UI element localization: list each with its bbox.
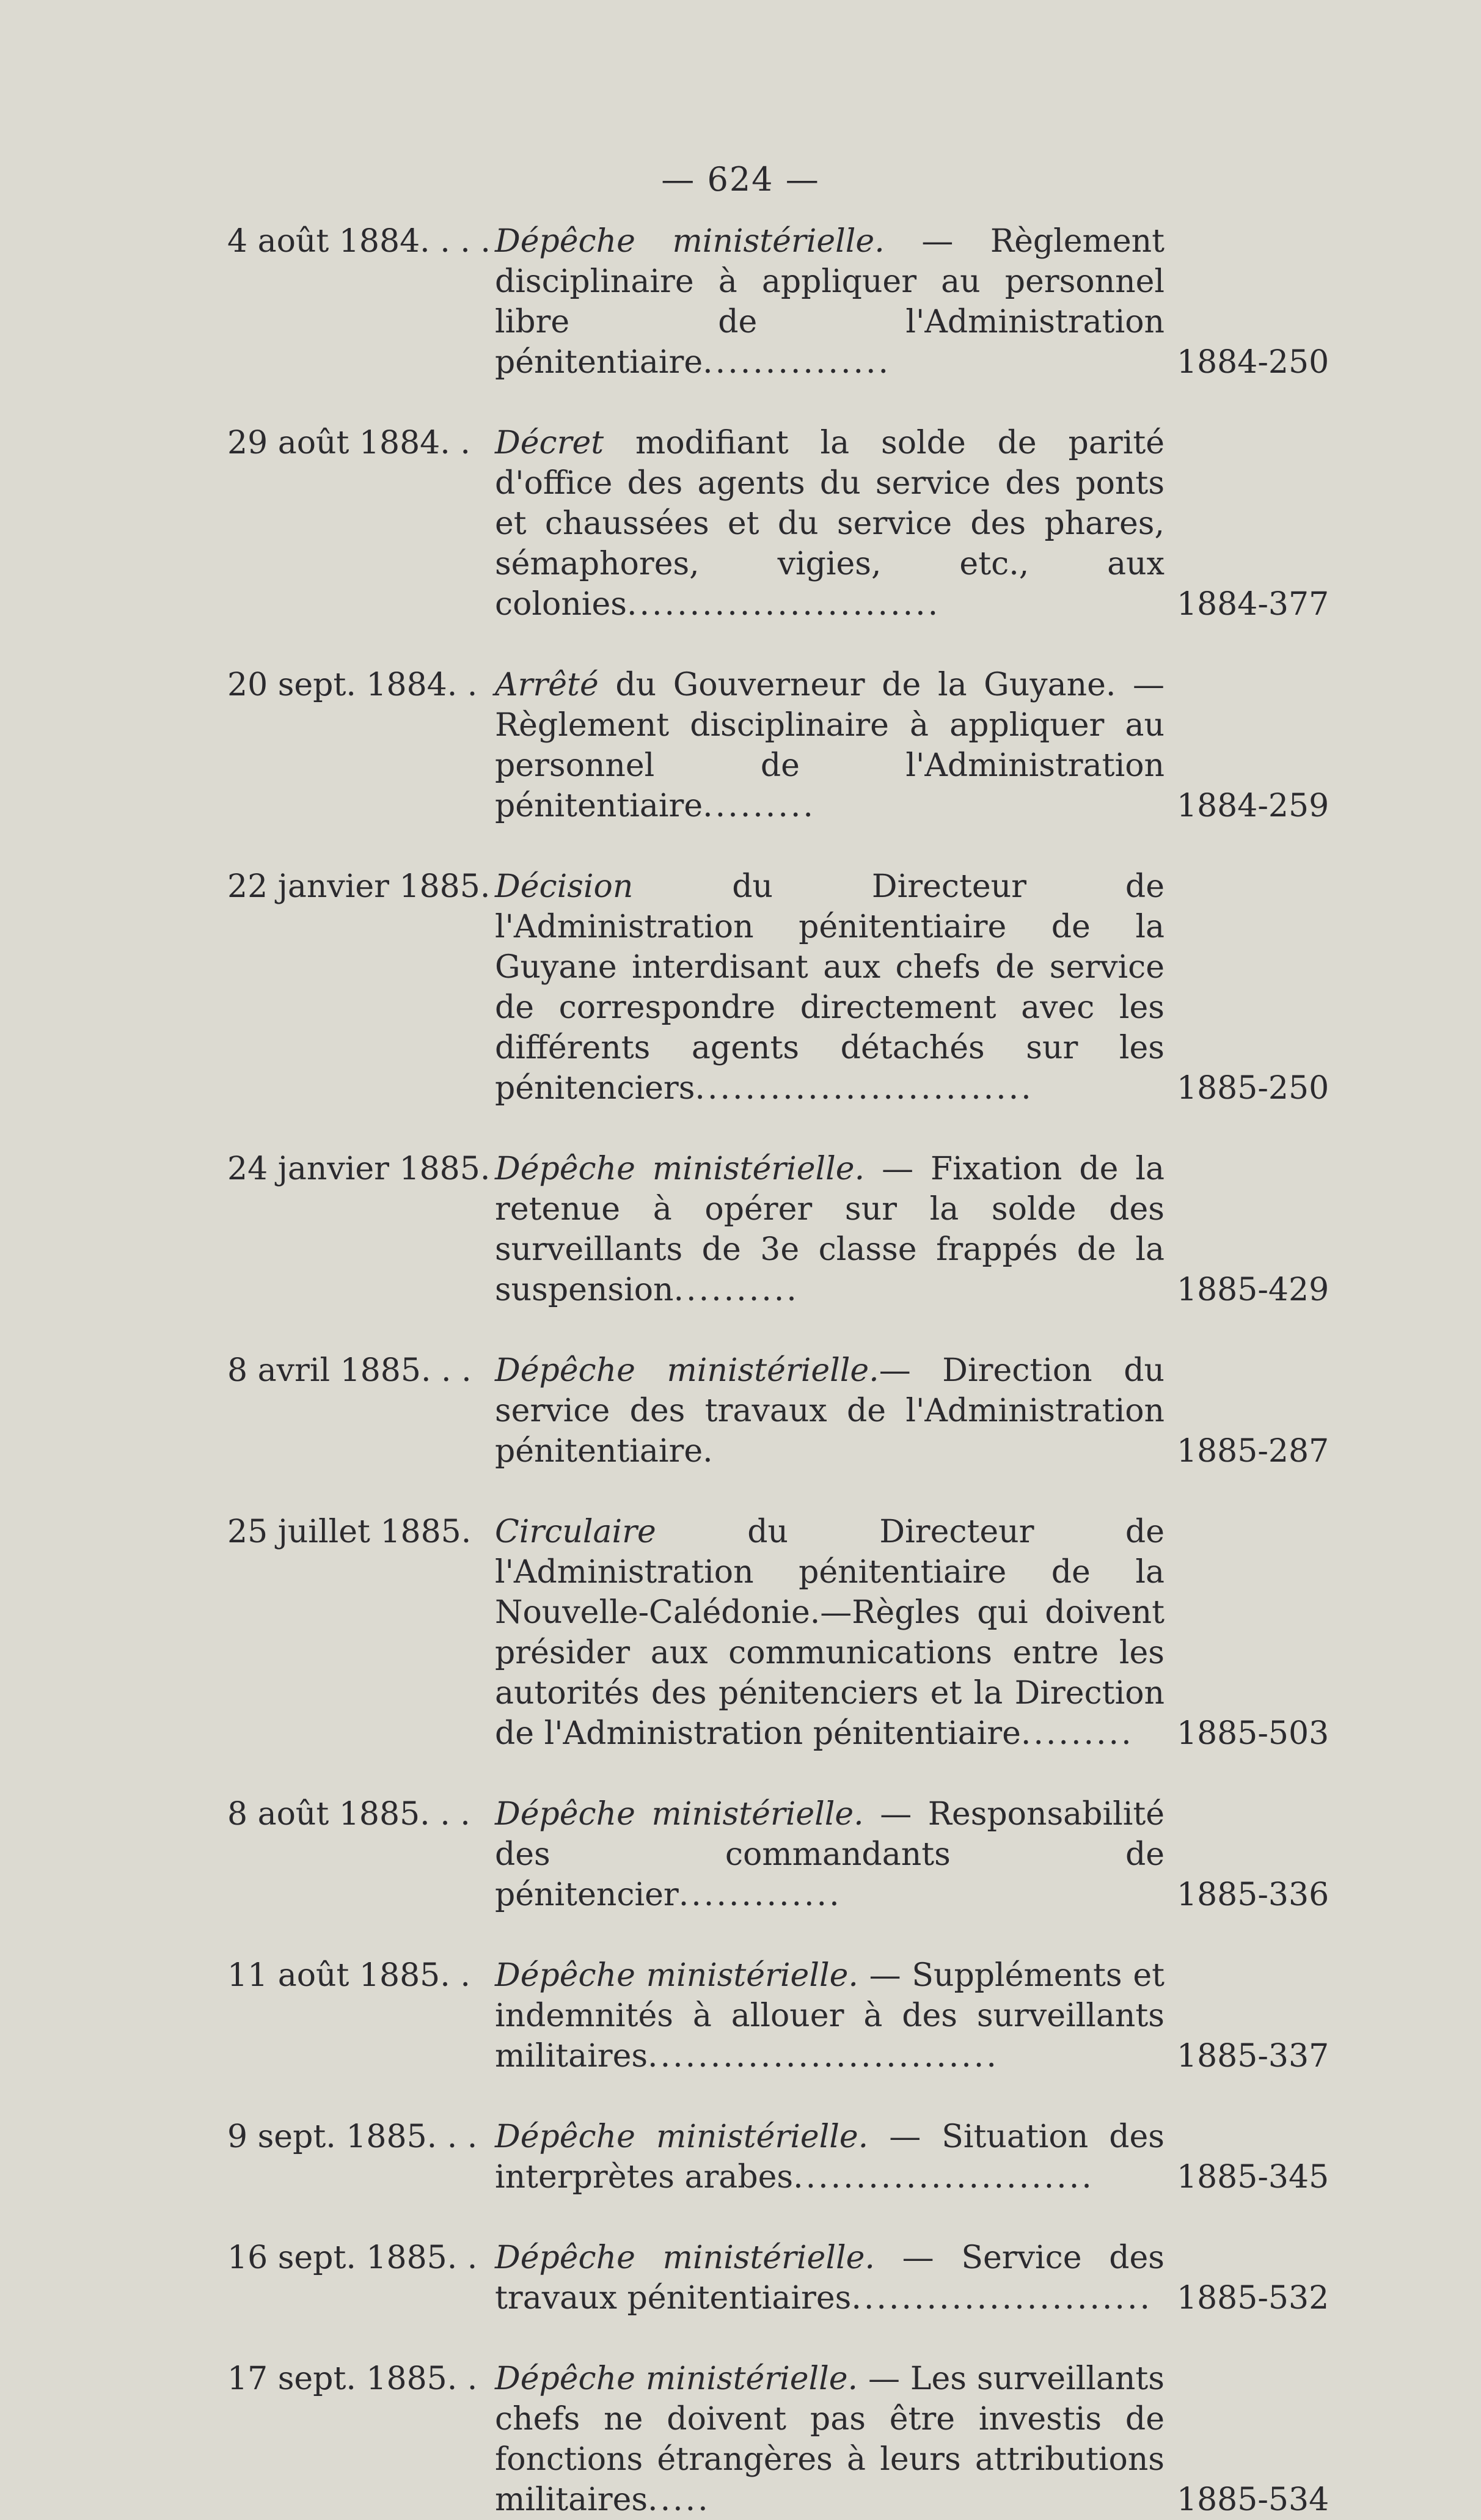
- entry-text: [495, 1149, 1165, 1310]
- entry-date: 8 avril 1885. . .: [227, 1352, 472, 1389]
- entry-date: 4 août 1884. . . .: [227, 223, 491, 260]
- entry-reference: 1884-250: [1177, 344, 1329, 381]
- entry-lead: Dépêche ministérielle.: [495, 1151, 865, 1187]
- leader-dots: ............................: [648, 2038, 999, 2075]
- entry-reference: 1885-429: [1177, 1272, 1329, 1308]
- leader-dots: .........: [703, 788, 816, 824]
- leader-dots: .........: [1020, 1715, 1134, 1752]
- list-item: [227, 1955, 1327, 2076]
- entry-reference: 1885-287: [1177, 1433, 1329, 1470]
- entry-lead: Dépêche ministérielle.: [495, 2119, 869, 2155]
- entry-description: du Gouverneur de la Guyane. — Règlement disciplinaire à appliquer au personnel de l'Administration pénitentiaire: [495, 667, 1165, 824]
- entry-date: 20 sept. 1884. .: [227, 667, 478, 703]
- list-item: [227, 1794, 1327, 1915]
- list-item: [227, 2117, 1327, 2197]
- list-item: [227, 1350, 1327, 1471]
- entry-date: 25 juillet 1885.: [227, 1514, 472, 1550]
- leader-dots: .............: [678, 1877, 842, 1913]
- entry-lead: Dépêche ministérielle.: [495, 223, 885, 260]
- leader-dots: ..........: [673, 1272, 799, 1308]
- page-number: — 624 —: [661, 160, 820, 199]
- list-item: [227, 1512, 1327, 1754]
- list-item: [227, 221, 1327, 383]
- entry-list: [227, 221, 1327, 2520]
- entry-lead: Décision: [495, 868, 634, 905]
- entry-description: modifiant la solde de parité d'office des agents du service des ponts et chaussées et du service des phares, sémaphores, vigies, etc., aux colonies: [495, 425, 1165, 623]
- entry-lead: Dépêche ministérielle.: [495, 2361, 858, 2397]
- entry-date: 22 janvier 1885.: [227, 868, 491, 905]
- entry-lead: Décret: [495, 425, 604, 461]
- entry-reference: 1885-337: [1177, 2038, 1329, 2075]
- entry-reference: 1884-259: [1177, 788, 1329, 824]
- entry-text: [495, 423, 1165, 625]
- entry-lead: Dépêche ministérielle.: [495, 1796, 864, 1833]
- leader-dots: .....: [648, 2482, 711, 2518]
- entry-date: 9 sept. 1885. . .: [227, 2119, 478, 2155]
- entry-date: 29 août 1884. .: [227, 425, 470, 461]
- entry-date: 24 janvier 1885.: [227, 1151, 491, 1187]
- leader-dots: ........................: [851, 2280, 1153, 2317]
- entry-text: [495, 665, 1165, 826]
- entry-date: 16 sept. 1885. .: [227, 2240, 478, 2276]
- list-item: [227, 1149, 1327, 1310]
- entry-reference: 1885-534: [1177, 2482, 1329, 2518]
- leader-dots: ........................: [793, 2159, 1094, 2196]
- list-item: [227, 2238, 1327, 2318]
- entry-description: — Responsabilité des commandants de pénitencier: [495, 1796, 1165, 1913]
- entry-reference: 1884-377: [1177, 586, 1329, 623]
- entry-description: — Fixation de la retenue à opérer sur la solde des surveillants de 3e classe frappés de la suspension: [495, 1151, 1165, 1308]
- entry-text: [495, 1794, 1165, 1915]
- entry-description: du Directeur de l'Administration pénitentiaire de la Nouvelle-Calédonie.—Règles qui doivent présider aux communications entre les autorités des pénitenciers et la Direction de l'Administration pénitentiaire: [495, 1514, 1165, 1752]
- entry-lead: Dépêche ministérielle.: [495, 1957, 858, 1994]
- entry-reference: 1885-532: [1177, 2280, 1329, 2317]
- entry-description: du Directeur de l'Administration pénitentiaire de la Guyane interdisant aux chefs de service de correspondre directement avec les différents agents détachés sur les pénitenciers: [495, 868, 1165, 1107]
- entry-text: [495, 866, 1165, 1108]
- list-item: [227, 665, 1327, 826]
- list-item: [227, 2359, 1327, 2520]
- leader-dots: ...........................: [695, 1070, 1034, 1107]
- entry-text: [495, 2359, 1165, 2520]
- entry-date: 8 août 1885. . .: [227, 1796, 470, 1833]
- list-item: [227, 866, 1327, 1108]
- entry-description: — Direction du service des travaux de l'Administration pénitentiaire.: [495, 1352, 1165, 1470]
- entry-text: [495, 2117, 1165, 2197]
- entry-text: [495, 1955, 1165, 2076]
- list-item: [227, 423, 1327, 625]
- entry-date: 11 août 1885. .: [227, 1957, 470, 1994]
- entry-text: [495, 1512, 1165, 1754]
- entry-description: — Suppléments et indemnités à allouer à des surveillants militaires: [495, 1957, 1165, 2075]
- entry-description: — Les surveillants chefs ne doivent pas être investis de fonctions étrangères à leurs attributions militaires: [495, 2361, 1165, 2518]
- entry-lead: Dépêche ministérielle.: [495, 2240, 875, 2276]
- entry-reference: 1885-503: [1177, 1715, 1329, 1752]
- entry-lead: Dépêche ministérielle.: [495, 1352, 879, 1389]
- entry-text: [495, 2238, 1165, 2318]
- entry-lead: Circulaire: [495, 1514, 656, 1550]
- entry-reference: 1885-345: [1177, 2159, 1329, 2196]
- entry-date: 17 sept. 1885. .: [227, 2361, 478, 2397]
- entry-description: — Service des travaux pénitentiaires: [495, 2240, 1165, 2317]
- entry-description: — Situation des interprètes arabes: [495, 2119, 1165, 2196]
- entry-text: [495, 1350, 1165, 1471]
- leader-dots: ...............: [703, 344, 891, 381]
- entry-text: [495, 221, 1165, 383]
- entry-reference: 1885-336: [1177, 1877, 1329, 1913]
- leader-dots: .........................: [626, 586, 941, 623]
- entry-reference: 1885-250: [1177, 1070, 1329, 1107]
- entry-lead: Arrêté: [495, 667, 599, 703]
- entry-description: — Règlement disciplinaire à appliquer au personnel libre de l'Administration pénitentiaire: [495, 223, 1165, 381]
